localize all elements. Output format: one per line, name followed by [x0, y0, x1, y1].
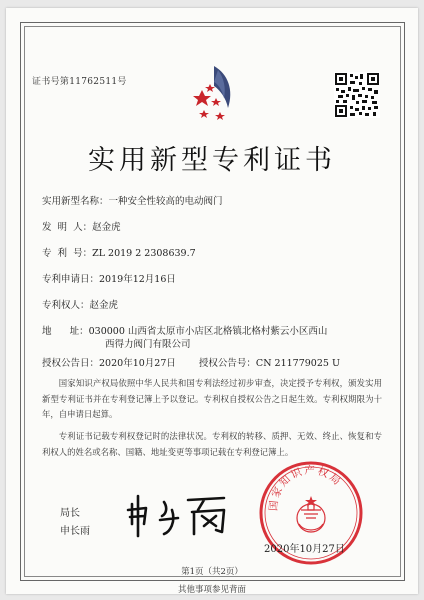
seal-date: 2020年10月27日: [264, 544, 345, 555]
address-label: 地 址：: [42, 326, 89, 337]
address-line1: 030000 山西省太原市小店区北格镇北格村紫云小区西山: [88, 326, 328, 337]
inventor-value: 赵金虎: [92, 222, 121, 233]
back-note: 其他事项参见背面: [177, 585, 246, 595]
svg-text:国家知识产权局: 国家知识产权局: [267, 464, 345, 512]
grant-number-value: CN 211779025 U: [255, 358, 340, 369]
filing-date-label: 专利申请日：: [42, 274, 100, 285]
body-paragraph-1: 国家知识产权局依照中华人民共和国专利法经过初步审查，决定授予专利权，颁发实用新型专利证书并在专利登记簿上予以登记。专利权自授权公告之日起生效。专利权期限为十年，自申请日起算。: [42, 378, 382, 419]
cnipa-emblem-icon: [184, 60, 250, 126]
patentee-value: 赵金虎: [89, 300, 119, 311]
handwritten-signature: [124, 490, 234, 542]
patentee-row: [42, 297, 118, 311]
certificate-number: 证书号第11762511号: [32, 77, 127, 87]
grant-date-label: 授权公告日：: [42, 358, 100, 369]
address-row: [42, 323, 327, 337]
inventor-row: [42, 219, 121, 233]
page-number: 第1页（共2页）: [181, 567, 243, 577]
patent-number-label: 专 利 号：: [42, 248, 93, 259]
utility-model-name-label: 实用新型名称：: [42, 196, 109, 207]
certificate-page: [6, 8, 418, 594]
grant-number-label: 授权公告号：: [198, 358, 256, 369]
utility-model-name-value: 一种安全性较高的电动阀门: [108, 196, 223, 207]
address-line2: 西得力阀门有限公司: [105, 339, 191, 350]
director-title: 局长: [60, 508, 80, 519]
filing-date-row: [42, 271, 176, 285]
inventor-label: 发 明 人：: [42, 222, 93, 233]
utility-model-name-row: [42, 193, 223, 207]
director-name: 申长雨: [60, 526, 90, 537]
patent-number-row: [42, 245, 196, 259]
qr-code-icon: [334, 72, 380, 118]
filing-date-value: 2019年12月16日: [99, 274, 176, 285]
patent-number-value: ZL 2019 2 2308639.7: [92, 248, 196, 259]
grant-date-value: 2020年10月27日: [99, 358, 176, 369]
certificate-title: 实用新型专利证书: [88, 145, 336, 176]
body-paragraph-2: 专利证书记载专利权登记时的法律状况。专利权的转移、质押、无效、终止、恢复和专利权人的姓名或名称、国籍、地址变更等事项记载在专利登记簿上。: [42, 431, 382, 457]
patentee-label: 专利权人：: [42, 300, 90, 311]
address-line2-row: [105, 336, 191, 350]
grant-row: [42, 355, 340, 369]
